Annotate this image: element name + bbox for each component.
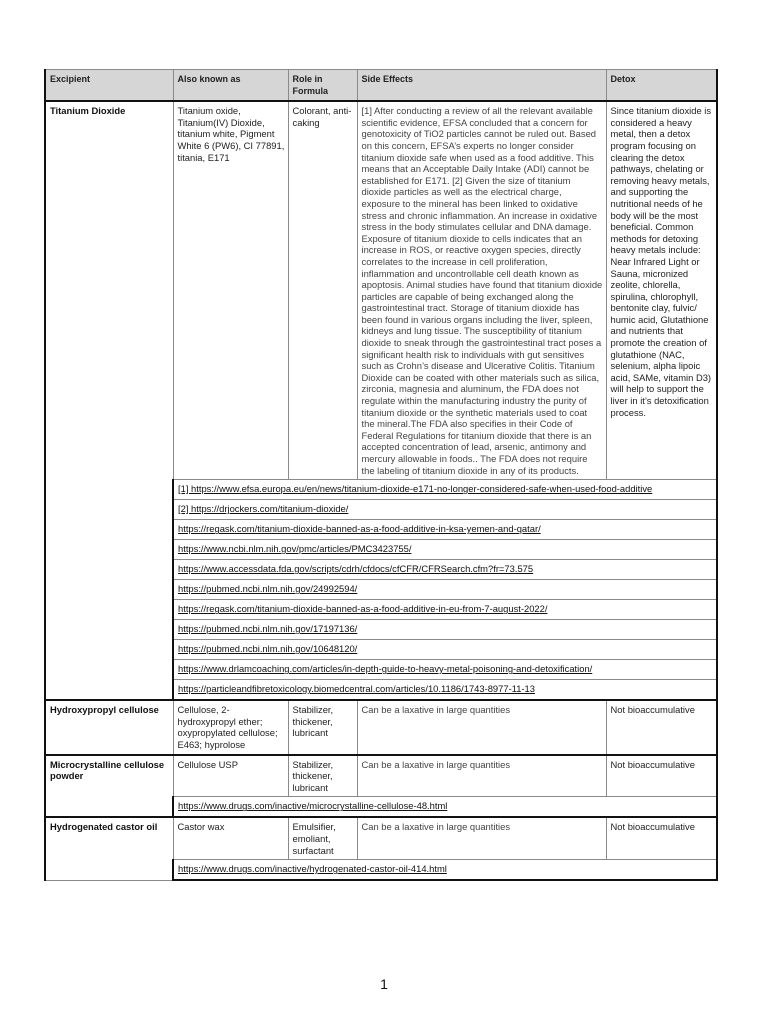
reference-link[interactable]: [1] https://www.efsa.europa.eu/en/news/titanium-dioxide-e171-no-longer-considered-safe-when-used-food-additive: [178, 483, 653, 495]
reference-link[interactable]: [2] https://drjockers.com/titanium-dioxide/: [178, 503, 349, 515]
table-row: [45, 700, 717, 754]
reference-cell: [173, 660, 717, 680]
reference-link[interactable]: https://particleandfibretoxicology.biomedcentral.com/articles/10.1186/1743-8977-11-13: [178, 683, 535, 695]
detox-cell: Not bioaccumulative: [606, 700, 717, 754]
header-detox: Detox: [606, 70, 717, 102]
table-header: [45, 70, 717, 102]
excipients-table: [44, 69, 718, 881]
table-body: [45, 101, 717, 880]
detox-cell: Since titanium dioxide is considered a heavy metal, then a detox program focusing on clearing the detox pathways, chelating or removing heavy metals, and supporting the nutritional needs of he body will be the most beneficial. Common methods for detoxing heavy metals include: Near Infrared Light or Sauna, micronized zeolite, chlorella, spirulina, chlorophyll, bentonite clay, fulvic/ humic acid, Glutathione and nutrients that promote the creation of glutathione (NAC, selenium, alpha lipoic acid, SAMe, vitamin D3) will help to support the liver in it’s detoxification process.: [606, 101, 717, 480]
reference-cell: [173, 480, 717, 500]
reference-cell: [173, 500, 717, 520]
header-role: Role in Formula: [288, 70, 357, 102]
reference-link[interactable]: https://pubmed.ncbi.nlm.nih.gov/24992594/: [178, 583, 358, 595]
table-row: [45, 755, 717, 797]
role-cell: Stabilizer, thickener, lubricant: [288, 700, 357, 754]
side-effects-cell: Can be a laxative in large quantities: [357, 755, 606, 797]
side-effects-cell: Can be a laxative in large quantities: [357, 700, 606, 754]
side-effects-cell: Can be a laxative in large quantities: [357, 817, 606, 859]
excipient-name: Microcrystalline cellulose powder: [45, 755, 173, 818]
reference-cell: [173, 520, 717, 540]
reference-link[interactable]: https://pubmed.ncbi.nlm.nih.gov/17197136/: [178, 623, 358, 635]
reference-link[interactable]: https://www.accessdata.fda.gov/scripts/cdrh/cfdocs/cfCFR/CFRSearch.cfm?fr=73.575: [178, 563, 534, 575]
page-number: 1: [380, 976, 388, 992]
reference-cell: [173, 860, 717, 881]
reference-link[interactable]: https://www.ncbi.nlm.nih.gov/pmc/articles/PMC3423755/: [178, 543, 412, 555]
detox-cell: Not bioaccumulative: [606, 755, 717, 797]
header-row: [45, 70, 717, 102]
reference-link[interactable]: https://www.drlamcoaching.com/articles/in-depth-guide-to-heavy-metal-poisoning-and-detoxification/: [178, 663, 593, 675]
reference-cell: [173, 620, 717, 640]
reference-cell: [173, 797, 717, 818]
reference-link[interactable]: https://pubmed.ncbi.nlm.nih.gov/10648120/: [178, 643, 358, 655]
excipient-name: Hydroxypropyl cellulose: [45, 700, 173, 754]
side-effects-cell: [1] After conducting a review of all the relevant available scientific evidence, EFSA concluded that a concern for genotoxicity of TiO2 particles cannot be ruled out. Based on this concern, EFSA’s experts no longer consider titanium dioxide safe when used as a food additive. This means that an Acceptable Daily Intake (ADI) cannot be established for E171. [2] Given the size of titanium dioxide particles as well as the electrical charge, exposure to the mineral has been linked to oxidative stress and chronic inflammation. An increase in oxidative stress in the body stimulates cellular and DNA damage. Exposure of titanium dioxide to cells indicates that an increase in ROS, or reactive oxygen species, directly correlates to the increase in cell proliferation, inflammation and uncontrollable cell death known as apoptosis. Animal studies have found that titanium dioxide particles are capable of being exchanged along the gastrointestinal tract. Storage of titanium dioxide has been found in various organs including the liver, spleen, kidneys and lung tissue. The susceptibility of titanium dioxide to sneak through the gastrointestinal tract poses a significant health risk to individuals with gut sensitives such as Crohn’s disease and Ulcerative Colitis. Titanium Dioxide can be coated with other materials such as silica, zirconia, magnesia and aluminum, the FDA does not regulate within the manufacturing industry the purity of titanium dioxide or the synthetic materials used to coat the mineral.The FDA also specifies in their Code of Federal Regulations for titanium dioxide that there is an accepted concentration of lead, arsenic, antimony and mercury allowable in foods.. The FDA does not require the labeling of titanium dioxide in any of its products.: [357, 101, 606, 480]
reference-link[interactable]: https://www.drugs.com/inactive/hydrogenated-castor-oil-414.html: [178, 863, 447, 875]
reference-link[interactable]: https://regask.com/titanium-dioxide-banned-as-a-food-additive-in-eu-from-7-august-2022/: [178, 603, 548, 615]
table-row: [45, 101, 717, 480]
also-known-as-cell: Castor wax: [173, 817, 288, 859]
header-also-known-as: Also known as: [173, 70, 288, 102]
header-excipient: Excipient: [45, 70, 173, 102]
excipient-name: Titanium Dioxide: [45, 101, 173, 700]
reference-cell: [173, 600, 717, 620]
role-cell: Emulsifier, emoliant, surfactant: [288, 817, 357, 859]
also-known-as-cell: Cellulose USP: [173, 755, 288, 797]
header-side-effects: Side Effects: [357, 70, 606, 102]
also-known-as-cell: Titanium oxide, Titanium(IV) Dioxide, titanium white, Pigment White 6 (PW6), CI 77891, titania, E171: [173, 101, 288, 480]
reference-cell: [173, 680, 717, 701]
role-cell: Colorant, anti-caking: [288, 101, 357, 480]
reference-link[interactable]: https://www.drugs.com/inactive/microcrystalline-cellulose-48.html: [178, 800, 448, 812]
reference-cell: [173, 640, 717, 660]
table-row: [45, 817, 717, 859]
excipient-name: Hydrogenated castor oil: [45, 817, 173, 880]
reference-cell: [173, 560, 717, 580]
reference-link[interactable]: https://regask.com/titanium-dioxide-banned-as-a-food-additive-in-ksa-yemen-and-qatar/: [178, 523, 541, 535]
reference-cell: [173, 580, 717, 600]
role-cell: Stabilizer, thickener, lubricant: [288, 755, 357, 797]
detox-cell: Not bioaccumulative: [606, 817, 717, 859]
reference-cell: [173, 540, 717, 560]
also-known-as-cell: Cellulose, 2-hydroxypropyl ether; oxypropylated cellulose; E463; hyprolose: [173, 700, 288, 754]
